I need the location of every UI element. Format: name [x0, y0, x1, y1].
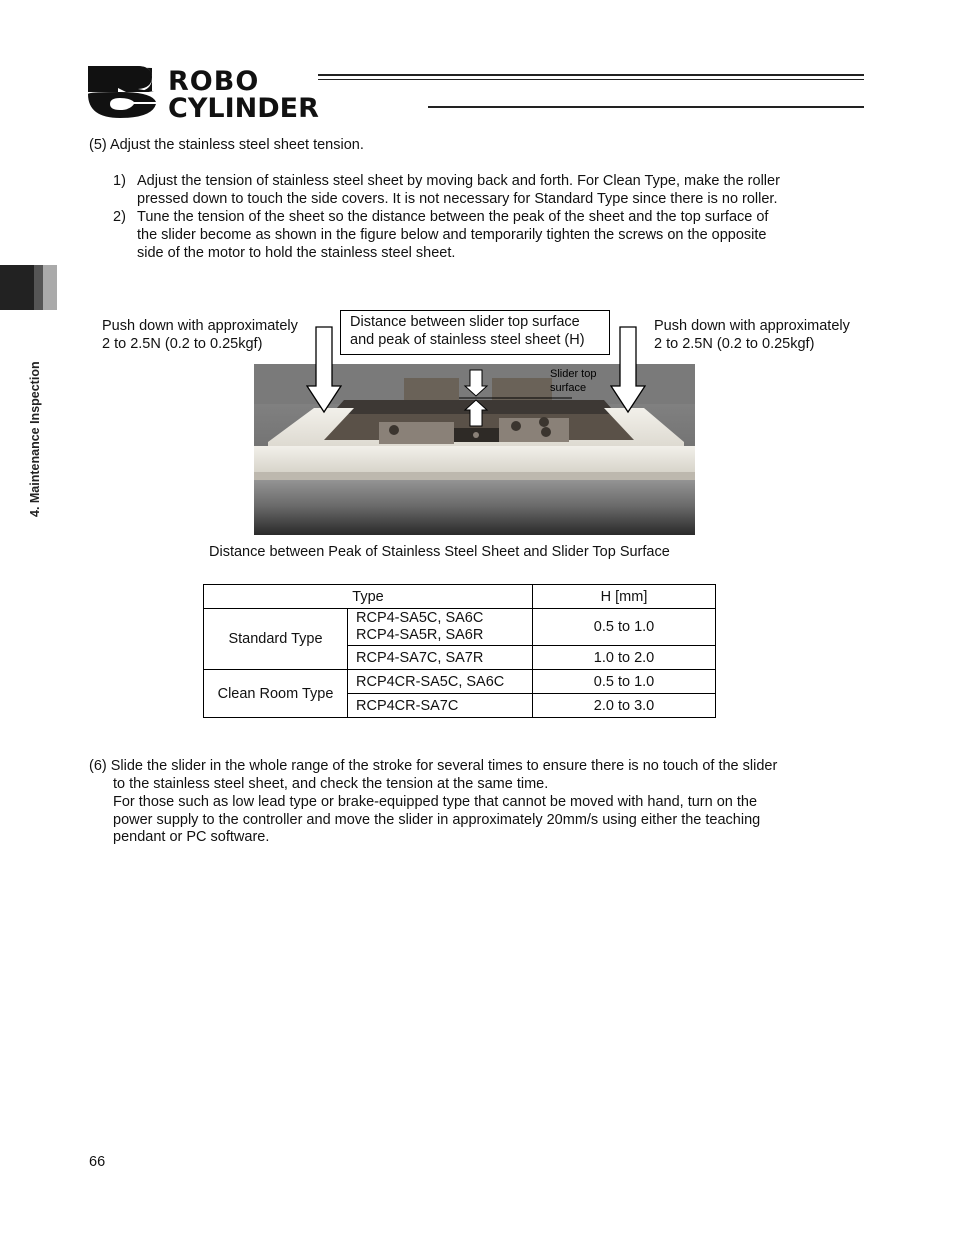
step6-line1: (6) Slide the slider in the whole range of the stroke for several times to ensure there is no touch of the slider — [89, 758, 778, 774]
chapter-label: 4. Maintenance Inspection — [28, 361, 42, 517]
step5-item1-num: 1) — [113, 173, 126, 189]
push-left-label-line2: 2 to 2.5N (0.2 to 0.25kgf) — [102, 336, 263, 352]
table-row — [204, 670, 716, 694]
table-header-h: H [mm] — [533, 585, 716, 609]
table-cell-h: 0.5 to 1.0 — [533, 670, 716, 694]
step5-item2-line1: Tune the tension of the sheet so the distance between the peak of the sheet and the top surface of — [137, 209, 769, 225]
push-right-label-line1: Push down with approximately — [654, 318, 850, 334]
step5-heading: (5) Adjust the stainless steel sheet tension. — [89, 137, 364, 153]
step5-item1-line2: pressed down to touch the side covers. It is not necessary for Standard Type since there is no roller. — [137, 191, 778, 207]
chapter-tab-block — [0, 265, 34, 310]
page-number: 66 — [89, 1154, 106, 1170]
table-cell-model: RCP4-SA7C, SA7R — [348, 646, 533, 670]
step6-line3: For those such as low lead type or brake-equipped type that cannot be moved with hand, turn on the — [113, 794, 758, 810]
chapter-tab-stripe-light — [43, 265, 57, 310]
table-cell-model: RCP4CR-SA7C — [348, 694, 533, 718]
push-right-arrow — [610, 326, 646, 414]
table-header-type: Type — [204, 585, 533, 609]
table-cell-model — [348, 609, 533, 646]
tension-spec-table — [203, 584, 716, 718]
push-left-label-line1: Push down with approximately — [102, 318, 298, 334]
header-rule-top-1 — [318, 74, 864, 76]
table-cell-h: 1.0 to 2.0 — [533, 646, 716, 670]
step6-line5: pendant or PC software. — [113, 829, 270, 845]
push-left-arrow — [306, 326, 342, 414]
model-line: RCP4-SA5C, SA6C — [356, 610, 484, 626]
step5-item2-line3: side of the motor to hold the stainless steel sheet. — [137, 245, 456, 261]
table-cell-model: RCP4CR-SA5C, SA6C — [348, 670, 533, 694]
step6-line4: power supply to the controller and move the slider in approximately 20mm/s using either the teaching — [113, 812, 761, 828]
distance-callout-box — [340, 310, 610, 355]
table-header-row — [204, 585, 716, 609]
chapter-tab-stripe — [34, 265, 43, 310]
header-rule-bottom — [428, 106, 864, 108]
robo-cylinder-logo — [86, 64, 426, 120]
step5-item2-num: 2) — [113, 209, 126, 225]
figure-caption: Distance between Peak of Stainless Steel Sheet and Slider Top Surface — [209, 544, 670, 560]
slider-label-line1: Slider top — [550, 368, 597, 380]
table-cell-h: 0.5 to 1.0 — [533, 609, 716, 646]
table-cell-h: 2.0 to 3.0 — [533, 694, 716, 718]
logo-cylinder-text: CYLINDER — [168, 93, 319, 120]
model-line: RCP4-SA5R, SA6R — [356, 627, 484, 643]
header-rule-top-2 — [318, 79, 864, 80]
distance-callout-line2: and peak of stainless steel sheet (H) — [350, 332, 585, 348]
table-cell-clean-type: Clean Room Type — [204, 670, 348, 718]
distance-callout-line1: Distance between slider top surface — [350, 314, 580, 330]
push-right-label-line2: 2 to 2.5N (0.2 to 0.25kgf) — [654, 336, 815, 352]
step6-line2: to the stainless steel sheet, and check the tension at the same time. — [113, 776, 549, 792]
table-cell-standard-type: Standard Type — [204, 609, 348, 670]
logo-robo-text: ROBO — [168, 66, 260, 97]
step5-item2-line2: the slider become as shown in the figure below and temporarily tighten the screws on the opposite — [137, 227, 767, 243]
slider-label-line2: surface — [550, 382, 587, 394]
table-row — [204, 609, 716, 646]
step5-item1-line1: Adjust the tension of stainless steel sheet by moving back and forth. For Clean Type, make the roller — [137, 173, 780, 189]
